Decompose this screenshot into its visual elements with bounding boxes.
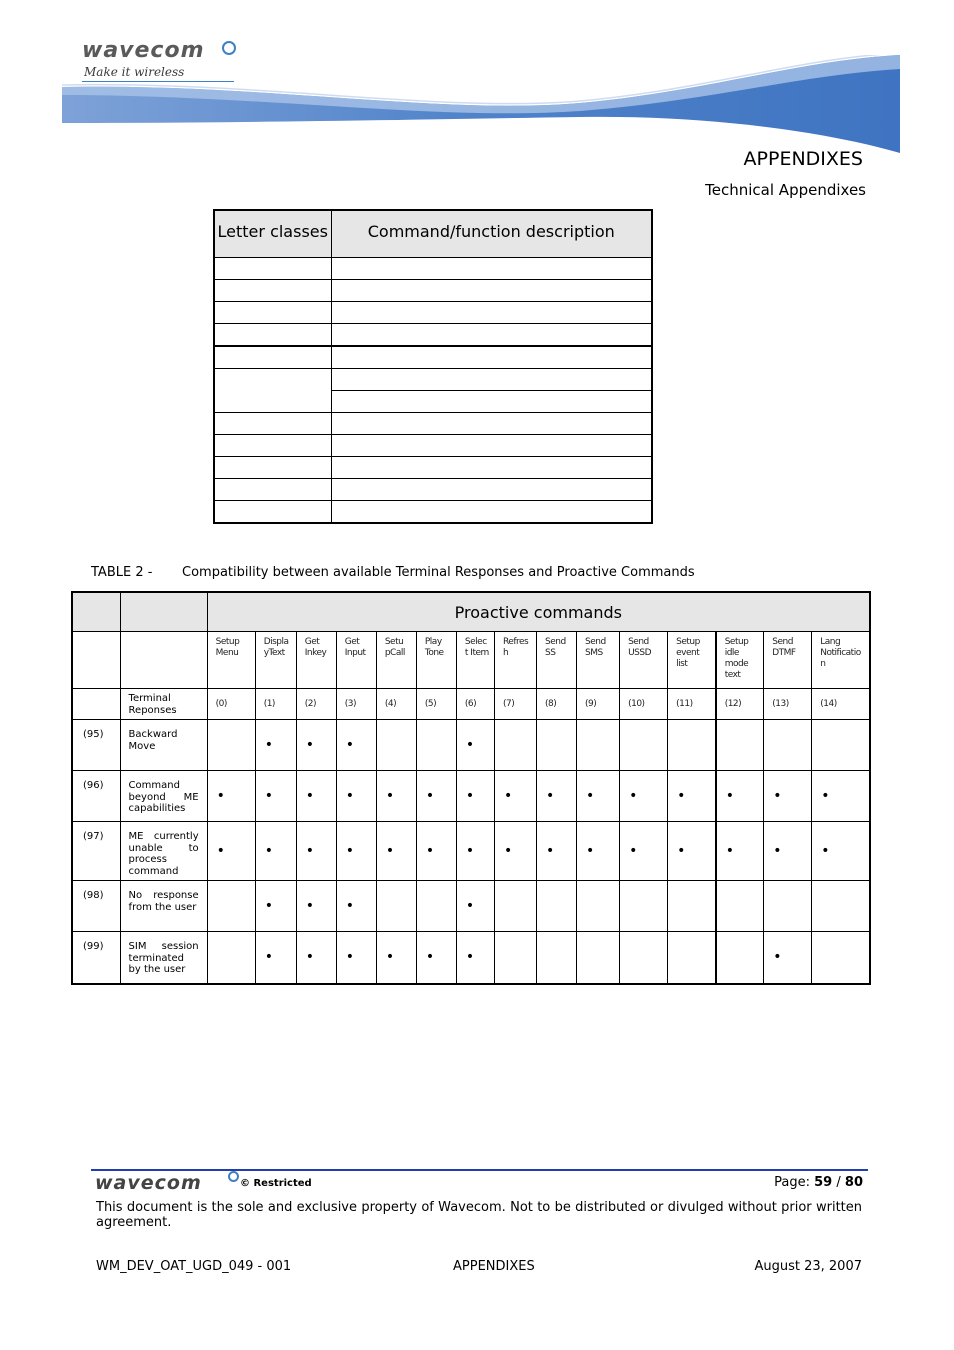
compat-empty-cell — [812, 932, 870, 984]
footer-rule — [91, 1169, 868, 1171]
logo-tagline: Make it wireless — [84, 65, 185, 79]
compat-dot-cell: • — [255, 771, 296, 822]
compat-dot-cell: • — [336, 881, 376, 932]
compat-empty-cell — [716, 720, 764, 771]
compat-empty-cell — [716, 881, 764, 932]
compat-dot-cell: • — [577, 771, 620, 822]
compatibility-table — [71, 591, 871, 985]
command-name-cell: Lang Notificatio n — [812, 632, 870, 689]
compat-empty-cell — [764, 720, 812, 771]
response-description: Command beyond ME capabilities — [120, 771, 207, 822]
command-number-cell: (3) — [336, 689, 376, 720]
section-title: APPENDIXES — [743, 148, 863, 170]
compat-dot-cell: • — [416, 771, 456, 822]
compat-dot-cell: • — [296, 822, 336, 881]
compat-empty-cell — [620, 881, 668, 932]
compat-empty-cell — [764, 881, 812, 932]
table-row — [214, 500, 652, 523]
response-code: (99) — [72, 932, 120, 984]
compat-empty-cell — [668, 881, 716, 932]
compat-dot-cell: • — [376, 822, 416, 881]
compat-dot-cell: • — [668, 771, 716, 822]
footer-logo-swirl-icon — [228, 1171, 239, 1182]
compat-empty-cell — [812, 881, 870, 932]
table-row — [214, 412, 652, 434]
compat-dot-cell: • — [716, 822, 764, 881]
table-row — [72, 771, 870, 822]
compat-dot-cell: • — [296, 720, 336, 771]
command-name-cell: Get Inkey — [296, 632, 336, 689]
response-code: (98) — [72, 881, 120, 932]
compat-empty-cell — [716, 932, 764, 984]
compat-empty-cell — [620, 720, 668, 771]
response-code: (97) — [72, 822, 120, 881]
command-number-cell: (8) — [537, 689, 577, 720]
compat-dot-cell: • — [416, 932, 456, 984]
compat-dot-cell: • — [456, 932, 494, 984]
compat-dot-cell: • — [296, 771, 336, 822]
compat-empty-cell — [668, 720, 716, 771]
terminal-responses-label: Terminal Reponses — [120, 689, 207, 720]
response-description: ME currently unable to process command — [120, 822, 207, 881]
ownership-notice: This document is the sole and exclusive property of Wavecom. Not to be distributed or divulged without prior written agreement. — [96, 1200, 862, 1230]
compat-dot-cell: • — [456, 720, 494, 771]
compat-dot-cell: • — [620, 822, 668, 881]
logo-swirl-icon — [222, 41, 236, 55]
command-number-cell: (4) — [376, 689, 416, 720]
footer-wavecom-logo: wavecom — [95, 1172, 202, 1194]
compat-dot-cell: • — [207, 771, 255, 822]
compat-dot-cell: • — [494, 822, 536, 881]
compat-dot-cell: • — [336, 771, 376, 822]
table-caption — [91, 565, 695, 580]
compat-empty-cell — [207, 932, 255, 984]
compat-empty-cell — [494, 720, 536, 771]
table-row — [72, 822, 870, 881]
compat-dot-cell: • — [764, 822, 812, 881]
caption-text: Compatibility between available Terminal Responses and Proactive Commands — [182, 565, 695, 580]
compat-dot-cell: • — [456, 881, 494, 932]
letter-classes-table — [213, 209, 653, 524]
command-name-cell: Send SS — [537, 632, 577, 689]
compat-empty-cell — [537, 720, 577, 771]
compat-dot-cell: • — [620, 771, 668, 822]
proactive-commands-header: Proactive commands — [207, 592, 870, 632]
table-row — [214, 279, 652, 301]
compat-dot-cell: • — [716, 771, 764, 822]
command-number-cell: (11) — [668, 689, 716, 720]
command-name-cell: Refres h — [494, 632, 536, 689]
table-row — [214, 346, 652, 369]
response-description: Backward Move — [120, 720, 207, 771]
table-row — [214, 323, 652, 346]
compat-dot-cell: • — [416, 822, 456, 881]
compat-dot-cell: • — [537, 822, 577, 881]
compat-dot-cell: • — [376, 771, 416, 822]
compat-empty-cell — [577, 932, 620, 984]
compat-empty-cell — [416, 881, 456, 932]
compat-empty-cell — [494, 932, 536, 984]
compat-empty-cell — [577, 881, 620, 932]
command-number-cell: (6) — [456, 689, 494, 720]
compat-empty-cell — [494, 881, 536, 932]
compat-empty-cell — [376, 881, 416, 932]
compat-dot-cell: • — [376, 932, 416, 984]
command-name-cell: Send SMS — [577, 632, 620, 689]
table-row — [214, 456, 652, 478]
section-subtitle: Technical Appendixes — [705, 181, 866, 199]
command-number-cell: (10) — [620, 689, 668, 720]
table-row — [214, 434, 652, 456]
response-code: (96) — [72, 771, 120, 822]
command-number-cell: (1) — [255, 689, 296, 720]
corner-cell — [72, 592, 120, 632]
compat-dot-cell: • — [812, 822, 870, 881]
command-name-cell: Get Input — [336, 632, 376, 689]
compat-dot-cell: • — [764, 771, 812, 822]
compat-dot-cell: • — [296, 932, 336, 984]
command-number-cell: (9) — [577, 689, 620, 720]
restricted-label: © Restricted — [240, 1178, 312, 1189]
compat-dot-cell: • — [494, 771, 536, 822]
command-name-cell: Setup Menu — [207, 632, 255, 689]
command-number-cell: (0) — [207, 689, 255, 720]
command-name-cell: Play Tone — [416, 632, 456, 689]
table-row — [214, 257, 652, 279]
command-number-cell: (12) — [716, 689, 764, 720]
page-current: 59 — [814, 1175, 833, 1190]
compat-dot-cell: • — [537, 771, 577, 822]
compat-dot-cell: • — [577, 822, 620, 881]
command-name-cell: Setup idle mode text — [716, 632, 764, 689]
compat-empty-cell — [620, 932, 668, 984]
compat-empty-cell — [207, 720, 255, 771]
compat-dot-cell: • — [255, 720, 296, 771]
response-description: No response from the user — [120, 881, 207, 932]
response-description: SIM session terminated by the user — [120, 932, 207, 984]
command-number-cell: (7) — [494, 689, 536, 720]
compat-empty-cell — [577, 720, 620, 771]
document-reference: WM_DEV_OAT_UGD_049 - 001 — [96, 1259, 292, 1274]
compat-dot-cell: • — [456, 771, 494, 822]
compat-dot-cell: • — [255, 932, 296, 984]
compat-dot-cell: • — [296, 881, 336, 932]
page-total: 80 — [844, 1175, 863, 1190]
header-command-description: Command/function description — [331, 210, 652, 257]
page-indicator — [774, 1175, 863, 1190]
compat-dot-cell: • — [336, 822, 376, 881]
table-row — [72, 932, 870, 984]
table-row — [214, 301, 652, 323]
table-row — [214, 368, 652, 390]
compat-empty-cell — [537, 932, 577, 984]
compat-dot-cell: • — [255, 881, 296, 932]
compat-dot-cell: • — [456, 822, 494, 881]
command-name-cell: Setu pCall — [376, 632, 416, 689]
compat-dot-cell: • — [336, 720, 376, 771]
header-wave-banner — [60, 55, 900, 155]
compat-dot-cell: • — [764, 932, 812, 984]
table-row — [72, 881, 870, 932]
compat-empty-cell — [668, 932, 716, 984]
command-numbers-row — [72, 689, 870, 720]
document-date: August 23, 2007 — [754, 1259, 862, 1274]
command-name-cell: Send DTMF — [764, 632, 812, 689]
command-number-cell: (13) — [764, 689, 812, 720]
table-row — [72, 720, 870, 771]
compat-empty-cell — [416, 720, 456, 771]
command-number-cell: (2) — [296, 689, 336, 720]
compat-dot-cell: • — [255, 822, 296, 881]
command-names-row — [72, 632, 870, 689]
caption-number: TABLE 2 - — [91, 565, 153, 580]
compat-empty-cell — [376, 720, 416, 771]
footer-section: APPENDIXES — [453, 1259, 535, 1274]
corner-cell — [120, 592, 207, 632]
compat-dot-cell: • — [336, 932, 376, 984]
command-number-cell: (5) — [416, 689, 456, 720]
compat-dot-cell: • — [812, 771, 870, 822]
command-number-cell: (14) — [812, 689, 870, 720]
compat-empty-cell — [207, 881, 255, 932]
compat-dot-cell: • — [668, 822, 716, 881]
command-name-cell: Setup event list — [668, 632, 716, 689]
compat-empty-cell — [812, 720, 870, 771]
command-name-cell: Selec t Item — [456, 632, 494, 689]
page-separator: / — [836, 1175, 841, 1190]
wavecom-logo: wavecom — [82, 38, 205, 63]
compat-empty-cell — [537, 881, 577, 932]
command-name-cell: Displa yText — [255, 632, 296, 689]
table-row — [214, 478, 652, 500]
header-letter-classes: Letter classes — [214, 210, 331, 257]
command-name-cell: Send USSD — [620, 632, 668, 689]
compat-dot-cell: • — [207, 822, 255, 881]
response-code: (95) — [72, 720, 120, 771]
page-label: Page: — [774, 1175, 810, 1190]
